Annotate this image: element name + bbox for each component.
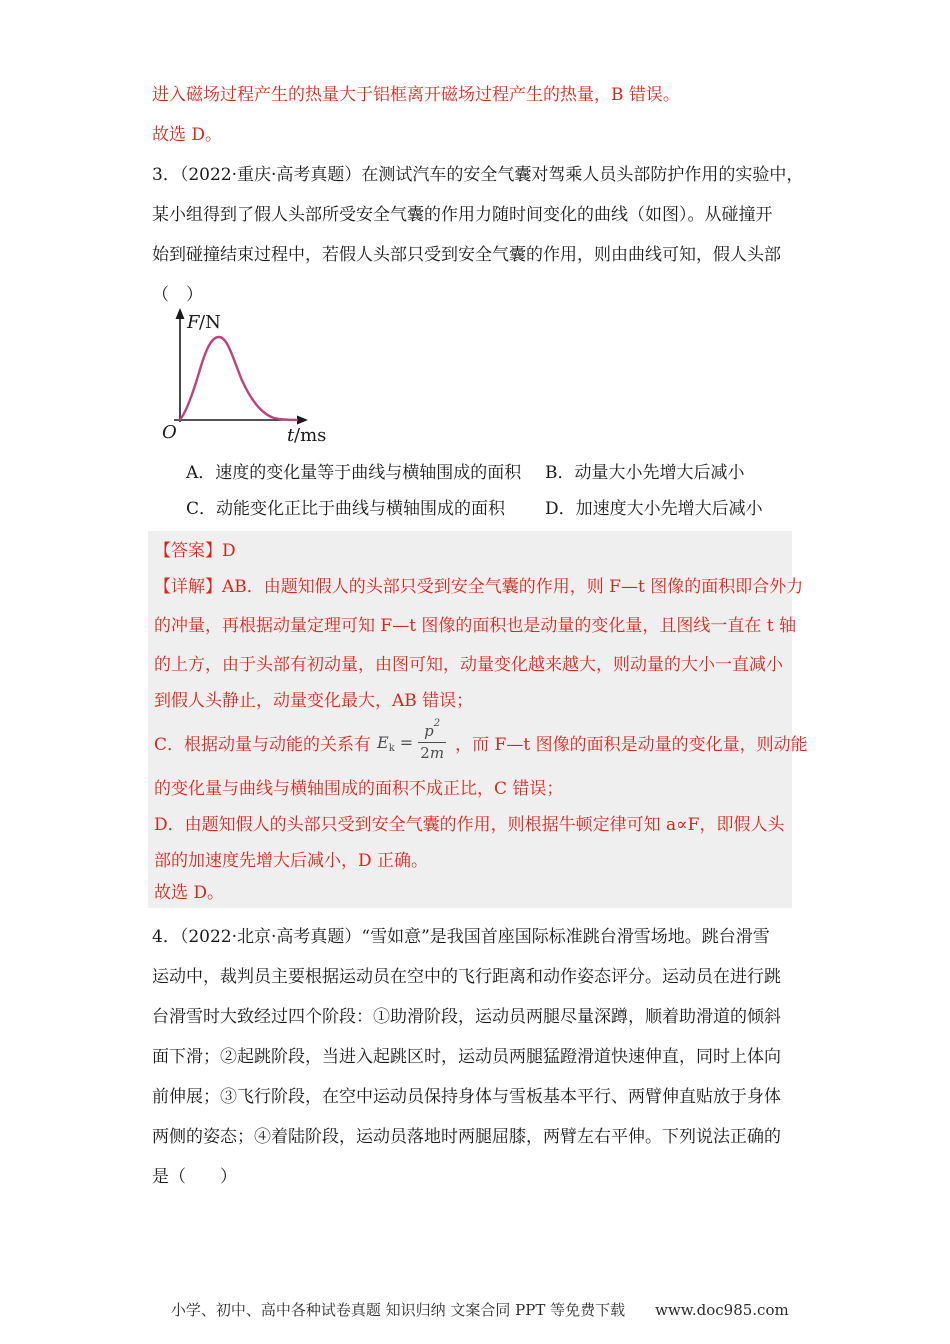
analysis-line-with-formula	[154, 714, 808, 770]
equation-variable: E	[377, 732, 389, 752]
option-b: B．动量大小先增大后减小	[545, 463, 745, 483]
page-footer	[0, 1281, 950, 1320]
question-3-stem-line: 3．（2022·重庆·高考真题）在测试汽车的安全气囊对驾乘人员头部防护作用的实验中，	[152, 165, 804, 185]
denominator-variable: m	[429, 744, 445, 762]
equation-lhs	[377, 733, 395, 752]
question-4-stem-line: 运动中，裁判员主要根据运动员在空中的飞行距离和动作姿态评分。运动员在进行跳	[152, 967, 781, 987]
x-axis-label-variable: t	[287, 425, 295, 446]
question-4-stem-line: 4．（2022·北京·高考真题）“雪如意”是我国首座国际标准跳台滑雪场地。跳台滑雪	[152, 927, 770, 947]
x-axis-label-unit: /ms	[294, 425, 327, 446]
analysis-line: 到假人头静止，动量变化最大，AB 错误；	[154, 691, 474, 711]
kinetic-energy-equation	[377, 718, 446, 762]
footer-url[interactable]: www.doc985.com	[655, 1301, 789, 1319]
question-4-stem-line: 面下滑；②起跳阶段，当进入起跳区时，运动员两腿猛蹬滑道快速伸直，同时上体向	[152, 1047, 781, 1067]
question-4-stem	[152, 917, 812, 1197]
option-d: D．加速度大小先增大后减小	[545, 499, 763, 519]
fraction-denominator	[420, 743, 444, 761]
question-3-stem-line: 某小组得到了假人头部所受安全气囊的作用力随时间变化的曲线（如图）。从碰撞开	[152, 205, 773, 225]
origin-label: O	[162, 422, 177, 443]
force-time-graph	[150, 306, 350, 454]
y-axis-arrow	[176, 308, 185, 319]
question-4-stem-line: 是（ ）	[152, 1167, 237, 1187]
analysis-line: 的变化量与曲线与横轴围成的面积不成正比，C 错误；	[154, 779, 564, 799]
answer-block	[148, 531, 808, 908]
question-3-stem-line: （ ）	[152, 285, 203, 305]
question-4-stem-line: 台滑雪时大致经过四个阶段：①助滑阶段，运动员两腿尽量深蹲，顺着助滑道的倾斜	[152, 1007, 781, 1027]
equation-subscript: k	[388, 742, 395, 754]
y-axis-label-variable: F	[187, 312, 200, 333]
option-c: C．动能变化正比于曲线与横轴围成的面积	[186, 499, 506, 519]
analysis-line: 的上方，由于头部有初动量，由图可知，动量变化越来越大，则动量的大小一直减小	[154, 655, 783, 675]
question-3-stem	[152, 155, 812, 315]
answer-label: 【答案】	[154, 541, 222, 561]
numerator-variable: p	[424, 722, 434, 740]
numerator-exponent: 2	[433, 718, 441, 729]
question-4-stem-line: 两侧的姿态；④着陆阶段，运动员落地时两腿屈膝，两臂左右平伸。下列说法正确的	[152, 1127, 781, 1147]
fraction-numerator	[418, 718, 446, 743]
fraction	[418, 718, 446, 762]
denominator-coefficient: 2	[420, 744, 430, 762]
analysis-line: D．由题知假人的头部只受到安全气囊的作用，则根据牛顿定律可知 a∝F，即假人头	[154, 815, 785, 835]
analysis-text-before-formula: C．根据动量与动能的关系有	[154, 734, 372, 755]
option-a: A．速度的变化量等于曲线与横轴围成的面积	[186, 463, 522, 483]
answer-value: D	[222, 541, 236, 561]
question-3-stem-line: 始到碰撞结束过程中，若假人头部只受到安全气囊的作用，则由曲线可知，假人头部	[152, 245, 781, 265]
answer-line	[154, 531, 236, 571]
x-axis-arrow	[297, 416, 308, 425]
answer-choice-line: 故选 D。	[152, 125, 223, 145]
question-4-stem-line: 前伸展；③飞行阶段，在空中运动员保持身体与雪板基本平行、两臂伸直贴放于身体	[152, 1087, 781, 1107]
answer-choice-line: 故选 D。	[154, 883, 225, 903]
analysis-line: 【详解】AB．由题知假人的头部只受到安全气囊的作用，则 F—t 图像的面积即合外力	[154, 577, 804, 597]
analysis-line: 的冲量，再根据动量定理可知 F—t 图像的面积也是动量的变化量，且图线一直在 t 轴	[154, 616, 797, 636]
analysis-text-after-formula: ，而 F—t 图像的面积是动量的变化量，则动能	[455, 734, 808, 755]
y-axis-label-unit: /N	[199, 312, 221, 333]
analysis-line: 进入磁场过程产生的热量大于铝框离开磁场过程产生的热量，B 错误。	[152, 85, 680, 105]
equals-sign: =	[399, 732, 414, 752]
previous-answer-continuation	[152, 75, 812, 155]
force-curve	[180, 337, 297, 420]
analysis-line: 部的加速度先增大后减小，D 正确。	[154, 851, 429, 871]
footer-text: 小学、初中、高中各种试卷真题 知识归纳 文案合同 PPT 等免费下载	[170, 1301, 626, 1319]
